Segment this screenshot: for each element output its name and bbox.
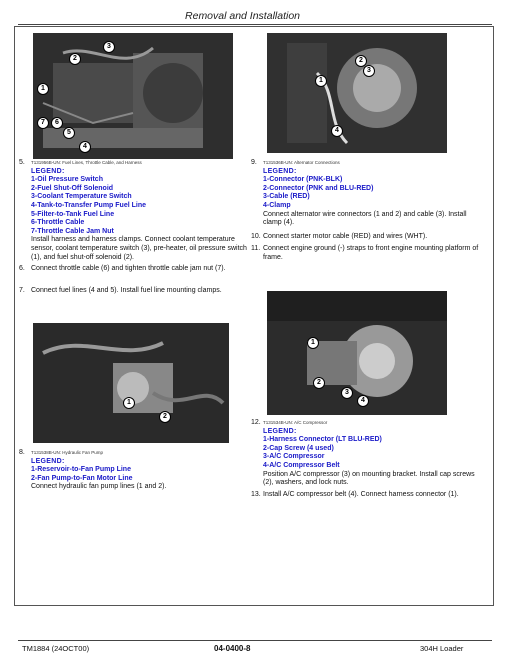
step-text: Position A/C compressor (3) on mounting bracket. Install cap screws (2), washers, and lock nuts. — [263, 470, 475, 487]
step-number: 5. — [19, 159, 25, 166]
step-8 — [19, 449, 249, 492]
callout-4: 4 — [357, 395, 369, 407]
legend-item: 4-Tank-to-Transfer Pump Fuel Line — [31, 201, 146, 209]
legend-item: 4-Clamp — [263, 201, 291, 209]
callout-3: 3 — [341, 387, 353, 399]
callout-1: 1 — [37, 83, 49, 95]
step-number: 9. — [251, 159, 257, 166]
callout-3: 3 — [103, 41, 115, 53]
photo-alternator — [267, 33, 447, 153]
callout-2: 2 — [313, 377, 325, 389]
callout-2: 2 — [159, 411, 171, 423]
legend-item: 2-Connector (PNK and BLU-RED) — [263, 184, 374, 192]
figure-caption: T131534B-UN: A/C Compressor — [263, 420, 328, 425]
step-number: 7. — [19, 287, 25, 294]
step-text: Install A/C compressor belt (4). Connect harness connector (1). — [263, 491, 459, 498]
legend-item: 4-A/C Compressor Belt — [263, 461, 340, 469]
callout-4: 4 — [79, 141, 91, 153]
step-text: Connect fuel lines (4 and 5). Install fuel line mounting clamps. — [31, 287, 222, 294]
step-7 — [19, 287, 259, 296]
callout-1: 1 — [307, 337, 319, 349]
legend-item: 3-Cable (RED) — [263, 193, 310, 201]
content-frame — [14, 26, 494, 606]
legend-title: LEGEND: — [31, 457, 65, 465]
callout-3: 3 — [363, 65, 375, 77]
legend-item: 1-Oil Pressure Switch — [31, 176, 103, 184]
step-number: 13. — [251, 491, 261, 498]
step-number: 12. — [251, 419, 261, 426]
footer-model: 304H Loader — [420, 644, 464, 653]
photo-fan-pump — [33, 323, 229, 443]
legend-item: 5-Filter-to-Tank Fuel Line — [31, 210, 115, 218]
figure-caption: T131538B-UN: Hydraulic Fan Pump — [31, 450, 104, 455]
footer-doc-id: TM1884 (24OCT00) — [22, 644, 90, 653]
step-10 — [251, 233, 487, 242]
photo-fuel-lines — [33, 33, 233, 159]
legend-item: 6-Throttle Cable — [31, 219, 85, 227]
figure-caption: T131536B-UN: Alternator Connections — [263, 160, 340, 165]
step-number: 8. — [19, 449, 25, 456]
legend-item: 1-Reservoir-to-Fan Pump Line — [31, 466, 131, 474]
callout-2: 2 — [355, 55, 367, 67]
step-number: 10. — [251, 233, 261, 240]
callout-7: 7 — [37, 117, 49, 129]
legend-item: 2-Fan Pump-to-Fan Motor Line — [31, 474, 133, 482]
step-5 — [19, 159, 249, 262]
page-header-title: Removal and Installation — [185, 10, 300, 22]
legend-title: LEGEND: — [31, 167, 65, 175]
step-6 — [19, 265, 249, 274]
step-text: Install harness and harness clamps. Connect coolant temperature sensor, coolant temperature switch (3), pre-heater, oil pressure switch (1), and fuel shut-off solenoid (2). — [31, 236, 247, 261]
step-text: Connect starter motor cable (RED) and wires (WHT). — [263, 233, 428, 240]
legend-item: 2-Cap Screw (4 used) — [263, 444, 334, 452]
callout-2: 2 — [69, 53, 81, 65]
footer-rule — [18, 640, 492, 641]
step-text: Connect hydraulic fan pump lines (1 and 2). — [31, 483, 167, 491]
step-text: Connect alternator wire connectors (1 and 2) and cable (3). Install clamp (4). — [263, 210, 467, 227]
footer-page-number: 04-0400-8 — [214, 644, 251, 653]
legend-item: 2-Fuel Shut-Off Solenoid — [31, 184, 114, 192]
callout-1: 1 — [123, 397, 135, 409]
step-number: 11. — [251, 245, 261, 252]
step-number: 6. — [19, 265, 25, 272]
legend-title: LEGEND: — [263, 167, 297, 175]
legend-title: LEGEND: — [263, 427, 297, 435]
step-text: Connect throttle cable (6) and tighten throttle cable jam nut (7). — [31, 265, 226, 272]
callout-4: 4 — [331, 125, 343, 137]
header-rule — [18, 24, 492, 25]
callout-1: 1 — [315, 75, 327, 87]
legend-item: 1-Connector (PNK-BLK) — [263, 176, 343, 184]
legend-item: 7-Throttle Cable Jam Nut — [31, 227, 114, 235]
callout-5: 5 — [63, 127, 75, 139]
step-9 — [251, 159, 487, 228]
step-12 — [251, 419, 487, 488]
photo-ac-compressor — [267, 291, 447, 415]
legend-item: 1-Harness Connector (LT BLU-RED) — [263, 436, 382, 444]
step-13 — [251, 491, 487, 500]
callout-6: 6 — [51, 117, 63, 129]
figure-caption: T131956B-UN: Fuel Lines, Throttle Cable, and Harness — [31, 160, 142, 165]
legend-item: 3-A/C Compressor — [263, 453, 325, 461]
step-11 — [251, 245, 487, 262]
step-text: Connect engine ground (-) straps to front engine mounting platform of frame. — [263, 245, 479, 261]
legend-item: 3-Coolant Temperature Switch — [31, 193, 132, 201]
